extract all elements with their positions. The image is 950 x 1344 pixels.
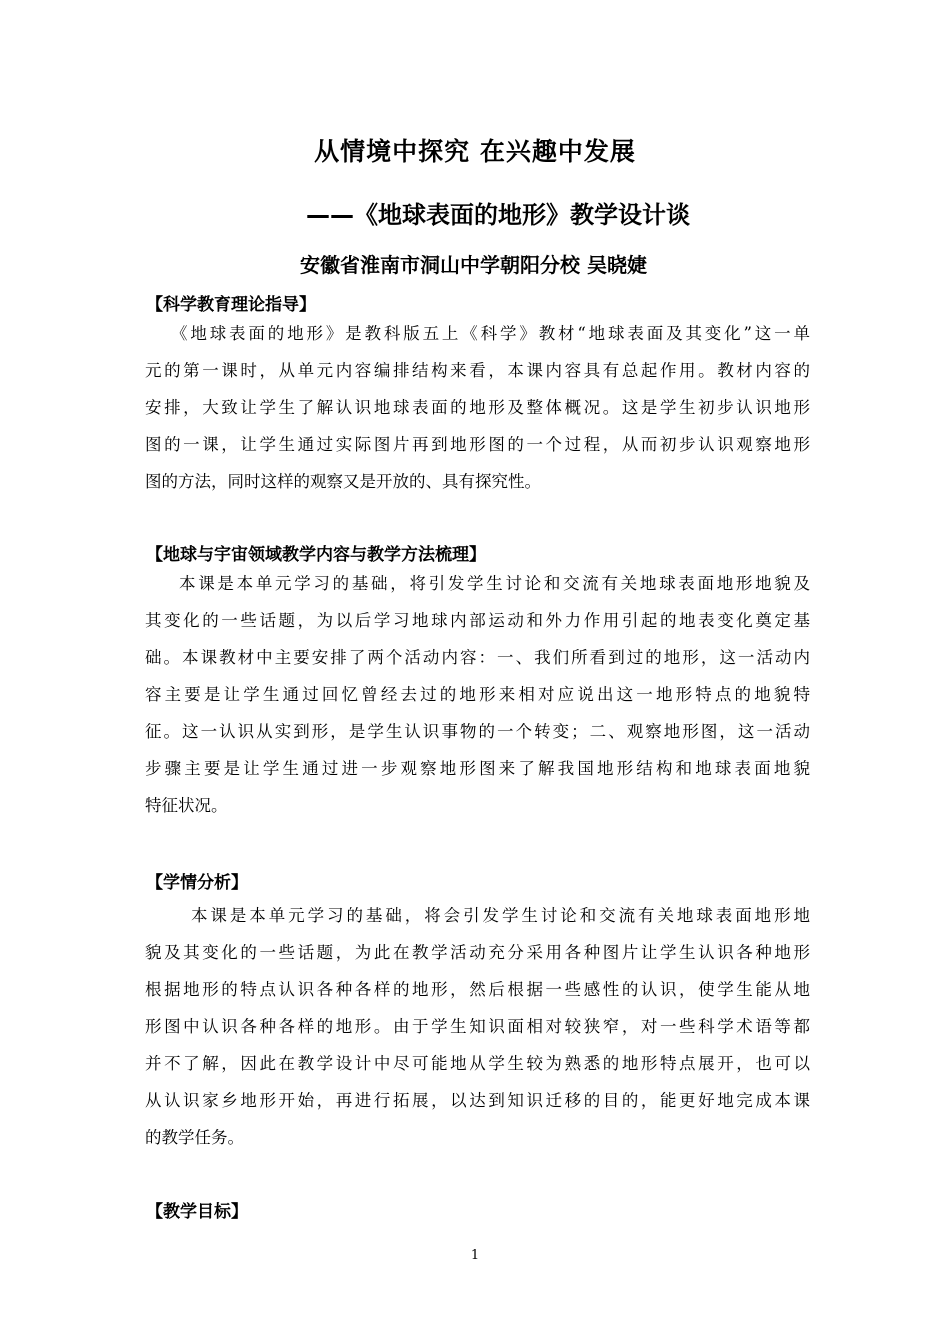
paragraph-line: 本课是本单元学习的基础，将引发学生讨论和交流有关地球表面地形地貌及 bbox=[179, 574, 810, 593]
paragraph-line: 元的第一课时，从单元内容编排结构来看，本课内容具有总起作用。教材内容的 bbox=[145, 361, 810, 380]
paragraph-line: 本课是本单元学习的基础，将会引发学生讨论和交流有关地球表面地形地 bbox=[191, 906, 810, 925]
section-body-content-methods bbox=[145, 565, 810, 824]
section-body-learner-analysis bbox=[145, 897, 810, 1156]
document-title: 从情境中探究 在兴趣中发展 bbox=[314, 137, 636, 166]
paragraph-line: 征。这一认识从实到形，是学生认识事物的一个转变；二、观察地形图，这一活动 bbox=[145, 722, 810, 741]
paragraph-line: 根据地形的特点认识各种各样的地形，然后根据一些感性的认识，使学生能从地 bbox=[145, 980, 810, 999]
paragraph-line: 《地球表面的地形》是教科版五上《科学》教材“地球表面及其变化”这一单 bbox=[171, 324, 810, 343]
section-heading-content-methods: 【地球与宇宙领域教学内容与教学方法梳理】 bbox=[146, 545, 486, 565]
paragraph-line: 的教学任务。 bbox=[145, 1128, 244, 1147]
author-line: 安徽省淮南市洞山中学朝阳分校 吴晓婕 bbox=[300, 253, 647, 277]
page-number: 1 bbox=[470, 1248, 480, 1263]
paragraph-line: 础。本课教材中主要安排了两个活动内容：一、我们所看到过的地形，这一活动内 bbox=[145, 648, 810, 667]
paragraph-line: 图的一课，让学生通过实际图片再到地形图的一个过程，从而初步认识观察地形 bbox=[145, 435, 810, 454]
paragraph-line: 特征状况。 bbox=[145, 796, 228, 815]
paragraph-line: 貌及其变化的一些话题，为此在教学活动充分采用各种图片让学生认识各种地形 bbox=[145, 943, 810, 962]
section-heading-theory: 【科学教育理论指导】 bbox=[146, 295, 316, 315]
section-heading-learner-analysis: 【学情分析】 bbox=[146, 873, 248, 893]
document-subtitle: ——《地球表面的地形》教学设计谈 bbox=[306, 201, 690, 229]
paragraph-line: 从认识家乡地形开始，再进行拓展，以达到知识迁移的目的，能更好地完成本课 bbox=[145, 1091, 810, 1110]
section-heading-teaching-goals: 【教学目标】 bbox=[146, 1202, 248, 1222]
paragraph-line: 并不了解，因此在教学设计中尽可能地从学生较为熟悉的地形特点展开，也可以 bbox=[145, 1054, 810, 1073]
paragraph-line: 安排，大致让学生了解认识地球表面的地形及整体概况。这是学生初步认识地形 bbox=[145, 398, 810, 417]
paragraph-line: 图的方法，同时这样的观察又是开放的、具有探究性。 bbox=[145, 472, 541, 491]
paragraph-line: 容主要是让学生通过回忆曾经去过的地形来相对应说出这一地形特点的地貌特 bbox=[145, 685, 810, 704]
section-body-theory bbox=[145, 315, 810, 500]
paragraph-line: 形图中认识各种各样的地形。由于学生知识面相对较狭窄，对一些科学术语等都 bbox=[145, 1017, 810, 1036]
paragraph-line: 其变化的一些话题，为以后学习地球内部运动和外力作用引起的地表变化奠定基 bbox=[145, 611, 810, 630]
paragraph-line: 步骤主要是让学生通过进一步观察地形图来了解我国地形结构和地球表面地貌 bbox=[145, 759, 810, 778]
